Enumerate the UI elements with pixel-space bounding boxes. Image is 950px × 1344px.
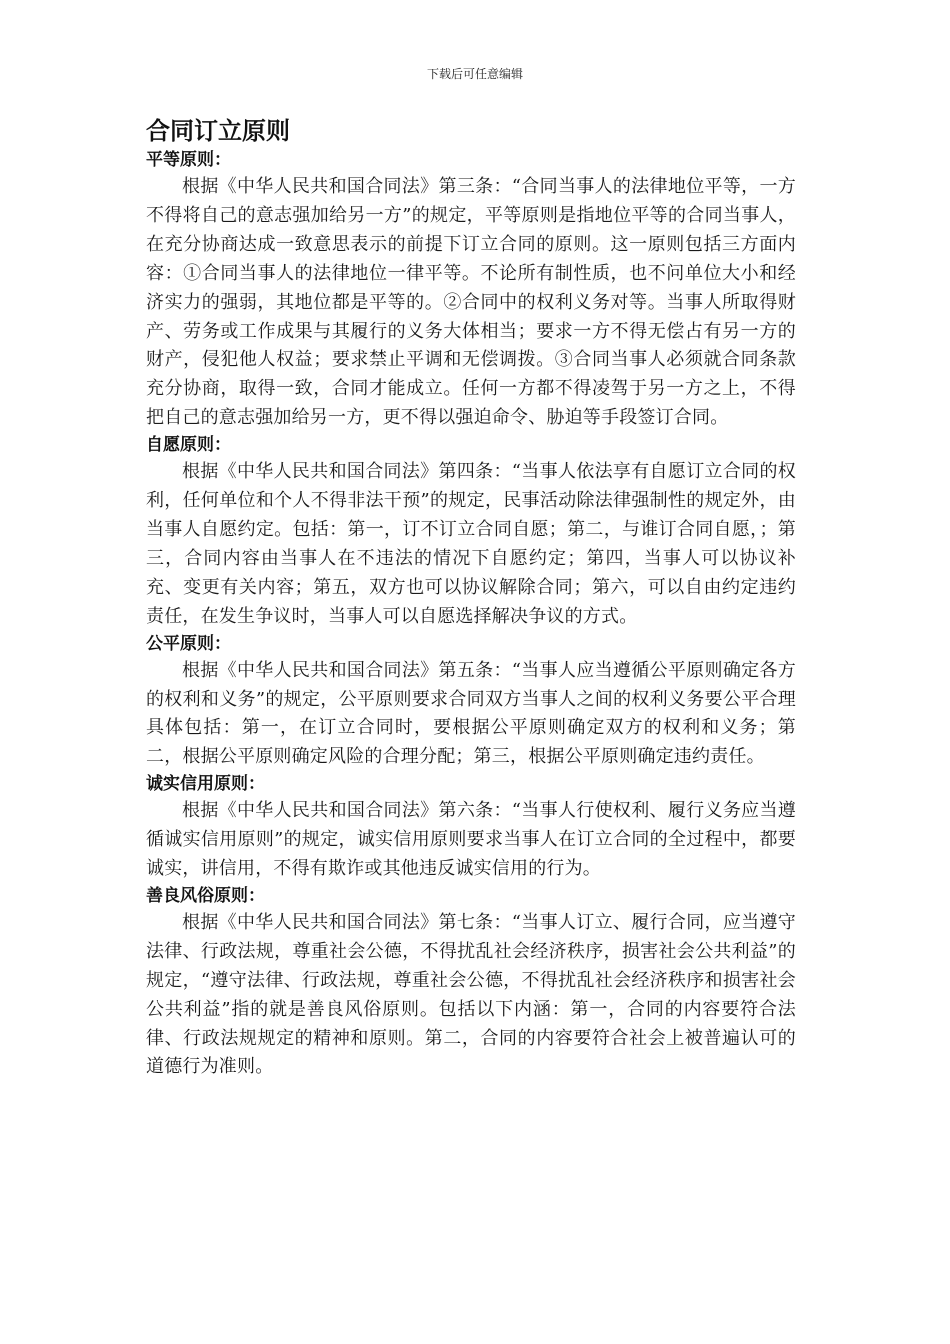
section-body: 根据《中华人民共和国合同法》第三条：“合同当事人的法律地位平等，一方不得将自己的意志强加给另一方”的规定，平等原则是指地位平等的合同当事人，在充分协商达成一致意思表示的前提下订立合同的原则。这一原则包括三方面内容：①合同当事人的法律地位一律平等。不论所有制性质，也不问单位大小和经济实力的强弱，其地位都是平等的。②合同中的权利义务对等。当事人所取得财产、劳务或工作成果与其履行的义务大体相当；要求一方不得无偿占有另一方的财产，侵犯他人权益；要求禁止平调和无偿调拨。③合同当事人必须就合同条款充分协商，取得一致，合同才能成立。任何一方都不得凌驾于另一方之上，不得把自己的意志强加给另一方，更不得以强迫命令、胁迫等手段签订合同。	[146, 176, 796, 429]
document-title: 合同订立原则	[146, 117, 290, 145]
section-heading: 公平原则：	[146, 633, 231, 654]
section-heading: 自愿原则：	[146, 435, 231, 456]
section-fairness	[146, 632, 796, 773]
section-heading: 平等原则：	[146, 150, 231, 170]
section-body: 根据《中华人民共和国合同法》第七条：“当事人订立、履行合同，应当遵守法律、行政法规，尊重社会公德，不得扰乱社会经济秩序，损害社会公共利益”的规定，“遵守法律、行政法规，尊重社会公德，不得扰乱社会经济秩序和损害社会公共利益”指的就是善良风俗原则。包括以下内涵：第一，合同的内容要符合法律、行政法规规定的精神和原则。第二，合同的内容要符合社会上被普遍认可的道德行为准则。	[146, 911, 796, 1078]
section-body: 根据《中华人民共和国合同法》第四条：“当事人依法享有自愿订立合同的权利，任何单位和个人不得非法干预”的规定，民事活动除法律强制性的规定外，由当事人自愿约定。包括：第一，订不订立合同自愿；第二，与谁订合同自愿，；第三，合同内容由当事人在不违法的情况下自愿约定；第四，当事人可以协议补充、变更有关内容；第五，双方也可以协议解除合同；第六，可以自由约定违约责任，在发生争议时，当事人可以自愿选择解决争议的方式。	[146, 461, 796, 627]
section-heading: 诚实信用原则：	[146, 774, 265, 795]
section-public-order	[146, 884, 796, 1082]
section-heading: 善良风俗原则：	[146, 885, 265, 906]
section-good-faith	[146, 772, 796, 884]
document-content	[146, 114, 796, 1082]
section-equality	[146, 148, 796, 433]
section-body: 根据《中华人民共和国合同法》第六条：“当事人行使权利、履行义务应当遵循诚实信用原则”的规定，诚实信用原则要求当事人在订立合同的全过程中，都要诚实，讲信用，不得有欺诈或其他违反诚实信用的行为。	[146, 800, 796, 880]
section-voluntariness	[146, 433, 796, 631]
page-header-note: 下载后可任意编辑	[426, 67, 523, 81]
section-body: 根据《中华人民共和国合同法》第五条：“当事人应当遵循公平原则确定各方的权利和义务”的规定，公平原则要求合同双方当事人之间的权利义务要公平合理具体包括：第一，在订立合同时，要根据公平原则确定双方的权利和义务；第二，根据公平原则确定风险的合理分配；第三，根据公平原则确定违约责任。	[146, 659, 796, 768]
